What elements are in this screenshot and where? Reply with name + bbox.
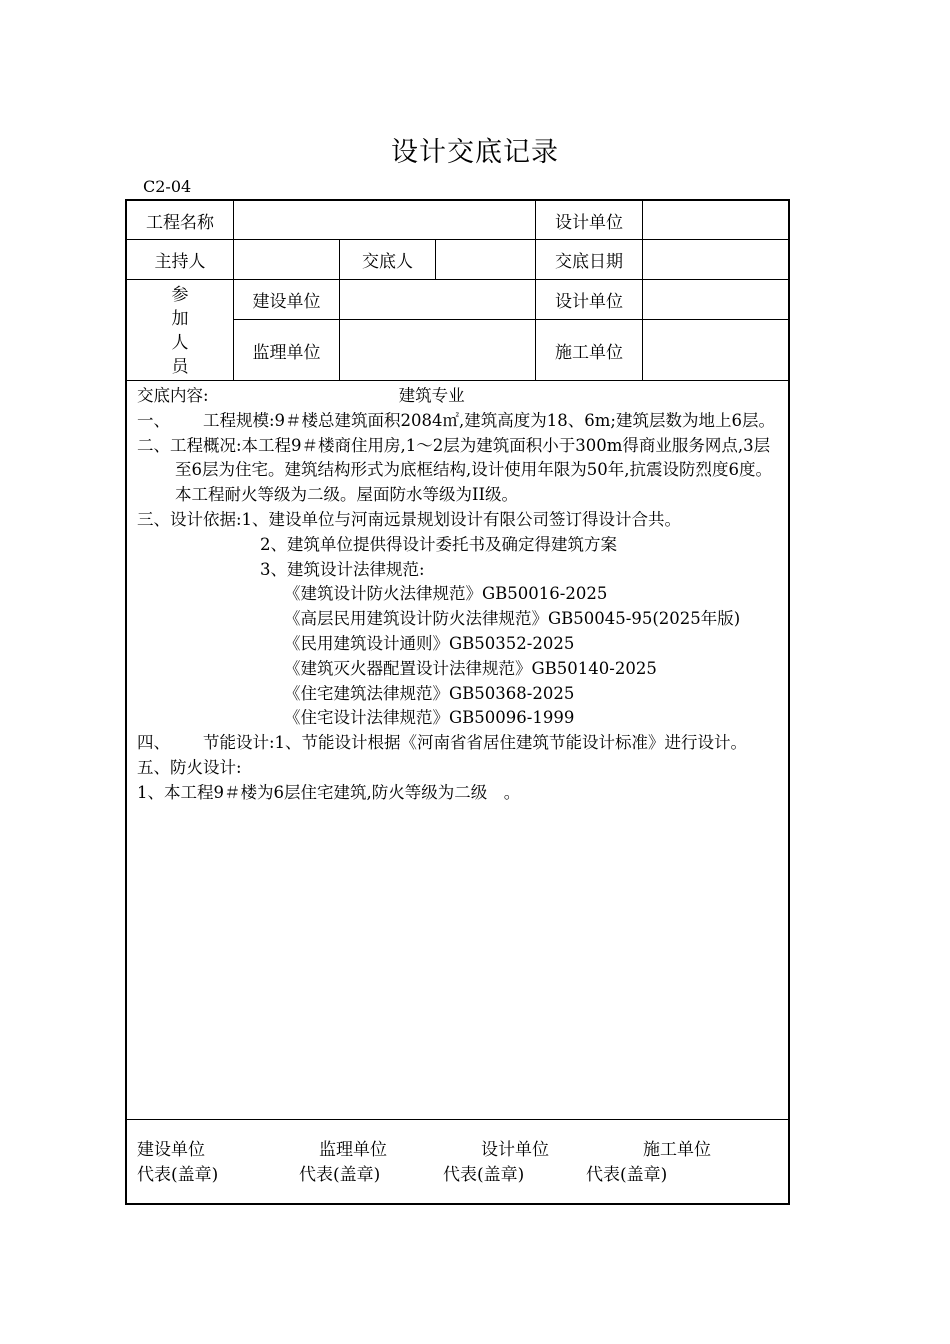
date-label: 交底日期	[555, 252, 623, 272]
design-unit-2-label: 设计单位	[555, 292, 623, 312]
standard-item: 《建筑灭火器配置设计法律规范》GB50140-2025	[284, 658, 657, 678]
signature-unit: 监理单位	[319, 1140, 387, 1160]
disclosure-content	[137, 384, 780, 806]
document-title: 设计交底记录	[391, 137, 559, 168]
host-field[interactable]	[234, 240, 339, 279]
basis-item: 2、建筑单位提供得设计委托书及确定得建筑方案	[260, 534, 617, 554]
content-heading-label: 交底内容:	[137, 386, 209, 405]
signature-unit: 设计单位	[481, 1140, 549, 1160]
project-name-label: 工程名称	[146, 212, 214, 233]
project-name-field[interactable]	[234, 201, 535, 239]
fire-item: 1、本工程9＃楼为6层住宅建筑,防火等级为二级 。	[137, 782, 521, 802]
participants-char: 员	[171, 357, 189, 377]
signature-rep: 代表(盖章)	[137, 1165, 219, 1185]
signature-unit: 施工单位	[643, 1140, 711, 1160]
section-energy: 四、 节能设计:1、节能设计根据《河南省省居住建筑节能设计标准》进行设计。	[137, 733, 748, 753]
standard-item: 《民用建筑设计通则》GB50352-2025	[284, 633, 575, 653]
participants-label	[127, 281, 233, 381]
host-label: 主持人	[154, 252, 206, 272]
signature-rep: 代表(盖章)	[586, 1165, 668, 1185]
section-overview: 二、工程概况:本工程9＃楼商住用房,1～2层为建筑面积小于300m得商业服务网点,3层至6层为住宅。建筑结构形式为底框结构,设计使用年限为50年,抗震设防烈度6度。本工程耐火等级为二级。屋面防水等级为II级。	[137, 435, 772, 505]
form-code: C2-04	[143, 177, 192, 196]
signature-supervision	[299, 1138, 387, 1188]
participants-char: 加	[171, 309, 189, 329]
presenter-label: 交底人	[362, 252, 413, 272]
design-unit-label: 设计单位	[555, 212, 623, 233]
row-divider	[127, 1119, 788, 1120]
supervision-field[interactable]	[340, 320, 535, 380]
presenter-field[interactable]	[436, 240, 535, 279]
participants-char: 参	[171, 285, 189, 305]
signature-design	[443, 1138, 549, 1188]
builder-label: 施工单位	[555, 342, 623, 363]
content-heading	[137, 384, 780, 409]
signature-owner	[137, 1138, 218, 1188]
signature-rep: 代表(盖章)	[299, 1165, 381, 1185]
signature-builder	[586, 1138, 711, 1188]
standard-item: 《高层民用建筑设计防火法律规范》GB50045-95(2025年版)	[284, 609, 741, 629]
record-table	[125, 199, 790, 1205]
supervision-label: 监理单位	[252, 342, 321, 363]
signature-unit: 建设单位	[137, 1140, 205, 1160]
date-field[interactable]	[643, 240, 788, 279]
design-unit-field[interactable]	[643, 201, 788, 239]
construction-owner-field[interactable]	[340, 280, 535, 319]
participants-char: 人	[171, 333, 189, 353]
signature-rep: 代表(盖章)	[443, 1165, 525, 1185]
section-fire: 五、防火设计:	[137, 757, 242, 777]
construction-owner-label: 建设单位	[252, 292, 321, 312]
design-unit-2-field[interactable]	[643, 280, 788, 319]
builder-field[interactable]	[643, 320, 788, 380]
discipline-label: 建筑专业	[398, 386, 465, 405]
section-basis: 三、设计依据:1、建设单位与河南远景规划设计有限公司签订得设计合共。	[137, 509, 682, 529]
standard-item: 《建筑设计防火法律规范》GB50016-2025	[284, 584, 608, 604]
basis-item: 3、建筑设计法律规范:	[260, 559, 425, 579]
standard-item: 《住宅建筑法律规范》GB50368-2025	[284, 683, 575, 703]
section-scale: 一、 工程规模:9＃楼总建筑面积2084㎡,建筑高度为18、6m;建筑层数为地上6层。	[137, 410, 775, 430]
standard-item: 《住宅设计法律规范》GB50096-1999	[284, 708, 575, 728]
